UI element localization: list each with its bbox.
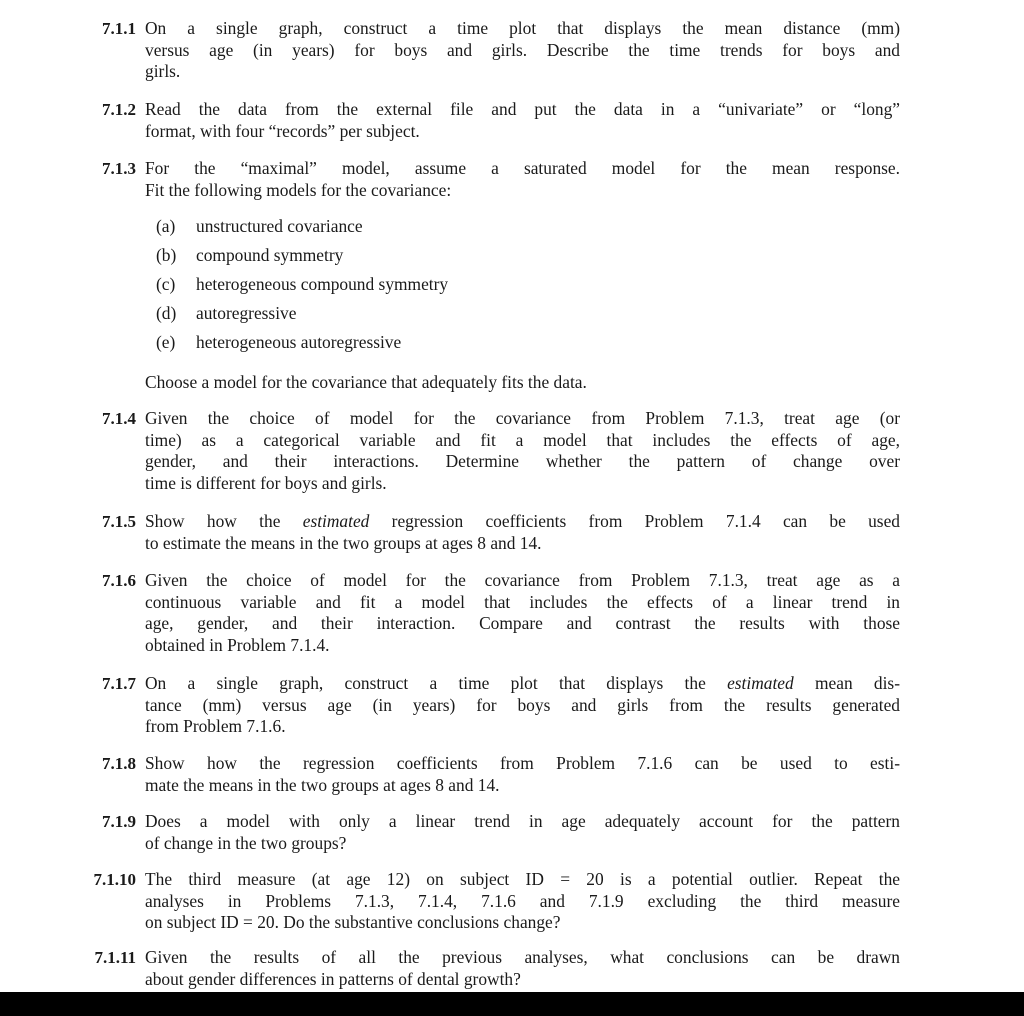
problem-number: 7.1.3	[102, 159, 136, 178]
text-line: format, with four “records” per subject.	[145, 120, 420, 141]
text-segment: regression coefficients from Problem 7.1.4 can be used	[369, 511, 900, 531]
text-line: time is different for boys and girls.	[145, 472, 387, 493]
list-item	[156, 303, 296, 324]
problem-text	[145, 753, 900, 796]
problem-number: 7.1.9	[102, 812, 136, 831]
bottom-black-bar	[0, 992, 1024, 1016]
problem-text	[145, 811, 900, 854]
problem-closing-text: Choose a model for the covariance that adequately fits the data.	[145, 372, 587, 392]
text-segment: Show how the	[145, 511, 303, 531]
problem-text	[145, 408, 900, 494]
text-line: analyses in Problems 7.1.3, 7.1.4, 7.1.6 and 7.1.9 excluding the third measure	[145, 890, 900, 911]
emphasized-word: estimated	[727, 673, 794, 693]
text-segment: mean dis-	[793, 673, 900, 693]
list-item-text: heterogeneous autoregressive	[196, 332, 402, 352]
list-item	[156, 216, 363, 237]
text-line	[145, 511, 900, 533]
problem-text	[145, 511, 900, 554]
problem-text	[145, 570, 900, 656]
list-item-label: (c)	[156, 274, 176, 294]
list-item-label: (e)	[156, 332, 176, 352]
problem-text	[145, 18, 900, 83]
problem-number: 7.1.11	[94, 948, 136, 967]
problem-text	[145, 158, 900, 201]
problem-text	[145, 99, 900, 142]
list-item-label: (b)	[156, 245, 177, 265]
problem-number: 7.1.1	[102, 19, 136, 38]
list-item-text: autoregressive	[196, 303, 297, 323]
text-line: mate the means in the two groups at ages 8 and 14.	[145, 774, 500, 795]
problem-number: 7.1.6	[102, 571, 136, 590]
text-line: time) as a categorical variable and fit a model that includes the effects of age,	[145, 429, 900, 450]
list-item	[156, 274, 448, 295]
text-line: age, gender, and their interaction. Compare and contrast the results with those	[145, 613, 900, 633]
text-line: Read the data from the external file and put the data in a “univariate” or “long”	[145, 99, 900, 119]
text-line: For the “maximal” model, assume a saturated model for the mean response.	[145, 158, 900, 178]
text-line: tance (mm) versus age (in years) for boys and girls from the results generated	[145, 694, 900, 715]
problem-text	[145, 869, 900, 934]
text-line: to estimate the means in the two groups at ages 8 and 14.	[145, 532, 542, 553]
problem-number: 7.1.2	[102, 100, 136, 119]
text-line: of change in the two groups?	[145, 832, 347, 853]
text-line: Given the results of all the previous analyses, what conclusions can be drawn	[145, 947, 900, 967]
list-item-text: compound symmetry	[196, 245, 344, 265]
problem-text	[145, 947, 900, 990]
text-line: Given the choice of model for the covariance from Problem 7.1.3, treat age (or	[145, 408, 900, 428]
text-line: versus age (in years) for boys and girls. Describe the time trends for boys and	[145, 39, 900, 60]
list-item-text: unstructured covariance	[196, 216, 363, 236]
problem-number: 7.1.4	[102, 409, 136, 428]
list-item	[156, 245, 343, 266]
list-item-label: (d)	[156, 303, 177, 323]
problem-number: 7.1.7	[102, 674, 136, 693]
text-line: from Problem 7.1.6.	[145, 716, 286, 736]
text-line: Given the choice of model for the covariance from Problem 7.1.3, treat age as a	[145, 570, 900, 590]
problem-number: 7.1.10	[93, 870, 136, 889]
text-line	[145, 673, 900, 695]
text-line: Show how the regression coefficients from Problem 7.1.6 can be used to esti-	[145, 753, 900, 773]
text-line: obtained in Problem 7.1.4.	[145, 634, 330, 655]
text-line: Fit the following models for the covariance:	[145, 179, 452, 200]
text-line: girls.	[145, 61, 181, 81]
text-line: On a single graph, construct a time plot that displays the mean distance (mm)	[145, 18, 900, 38]
text-line: Does a model with only a linear trend in age adequately account for the pattern	[145, 811, 900, 831]
text-line: about gender differences in patterns of dental growth?	[145, 968, 521, 989]
text-line: continuous variable and fit a model that includes the effects of a linear trend in	[145, 591, 900, 612]
text-line: The third measure (at age 12) on subject ID = 20 is a potential outlier. Repeat the	[145, 869, 900, 889]
text-segment: On a single graph, construct a time plot that displays the	[145, 673, 728, 693]
list-item	[156, 332, 401, 353]
text-line: on subject ID = 20. Do the substantive conclusions change?	[145, 912, 561, 932]
list-item-text: heterogeneous compound symmetry	[196, 274, 449, 294]
list-item-label: (a)	[156, 216, 176, 236]
problem-number: 7.1.5	[102, 512, 136, 531]
problem-number: 7.1.8	[102, 754, 136, 773]
text-line: gender, and their interactions. Determine whether the pattern of change over	[145, 451, 900, 471]
emphasized-word: estimated	[302, 511, 370, 531]
problem-text	[145, 673, 900, 738]
